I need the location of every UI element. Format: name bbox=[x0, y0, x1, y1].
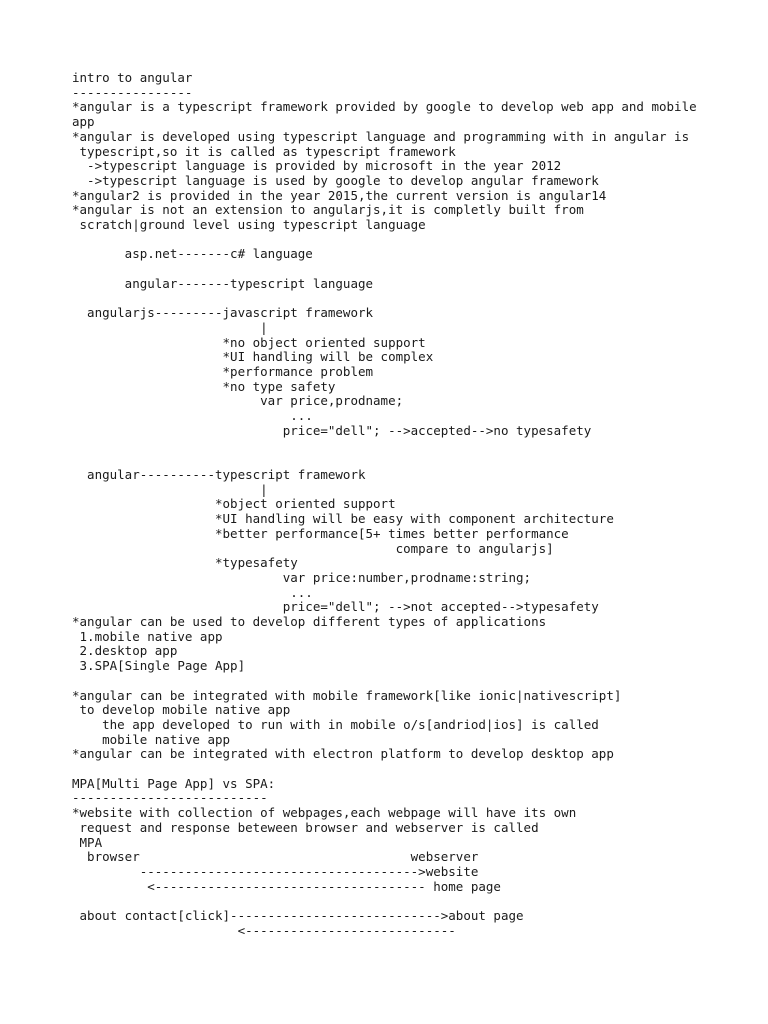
document-text: intro to angular ---------------- *angular is a typescript framework provided by google to develop web app and mobile app *angular is developed using typescript language and programming with in angular is typescript,so it is called as typescript framework ->typescript language is provided by microsoft in the year 2012 ->typescript language is used by google to develop angular framework *angular2 is provided in the year 2015,the current version is angular14 *angular is not an extension to angularjs,it is completly built from scratch|ground level using typescript language asp.net-------c# language angular-------typescript language angularjs---------javascript framework | *no object oriented support *UI handling will be complex *performance problem *no type safety var price,prodname; ... price="dell"; -->accepted-->no typesafety angular----------typescript framework | *object oriented support *UI handling will be easy with component architecture *better performance[5+ times better performance compare to angularjs] *typesafety var price:number,prodname:string; ... price="dell"; -->not accepted-->typesafety *angular can be used to develop different types of applications 1.mobile native app 2.desktop app 3.SPA[Single Page App] *angular can be integrated with mobile framework[like ionic|nativescript] to develop mobile native app the app developed to run with in mobile o/s[andriod|ios] is called mobile native app *angular can be integrated with electron platform to develop desktop app MPA[Multi Page App] vs SPA: -------------------------- *website with collection of webpages,each webpage will have its own request and response beteween browser and webserver is called MPA browser webserver ------------------------------------->website <------------------------------------ home page about contact[click]---------------------------->about page <---------------------------- bbox=[72, 70, 697, 938]
